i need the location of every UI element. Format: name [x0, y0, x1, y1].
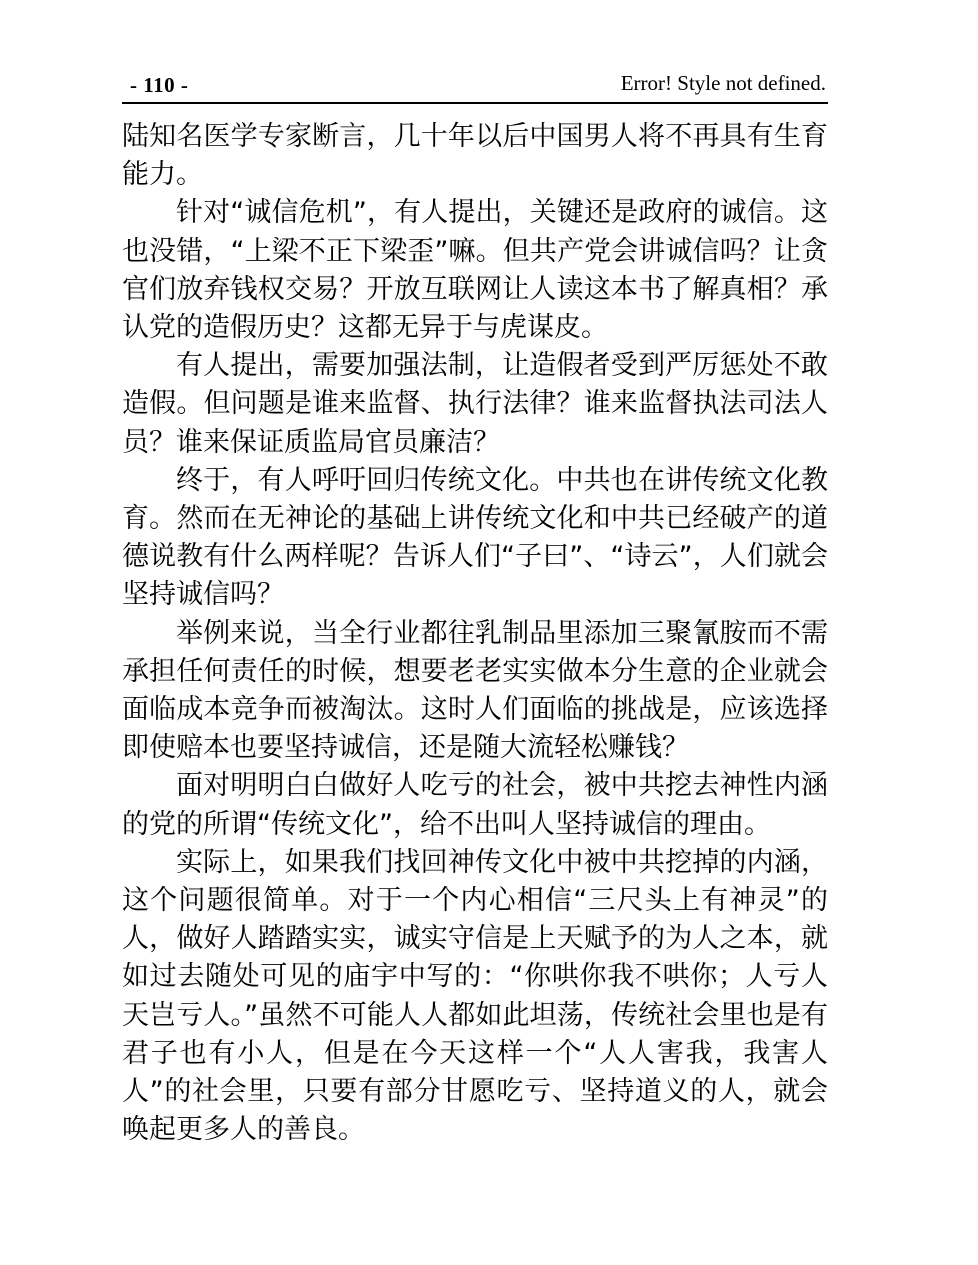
paragraph-so-called-tradition: 面对明明白白做好人吃亏的社会，被中共挖去神性内涵的党的所谓“传统文化”，给不出叫人坚持诚信的理由。	[122, 770, 828, 840]
paragraph-traditional-culture: 终于，有人呼吁回归传统文化。中共也在讲传统文化教育。然而在无神论的基础上讲传统文化和中共已经破产的道德说教有什么两样呢？告诉人们“子曰”、“诗云”，人们就会坚持诚信吗？	[122, 464, 828, 611]
running-title: Error! Style not defined.	[620, 71, 826, 95]
paragraph-conclusion: 实际上，如果我们找回神传文化中被中共挖掉的内涵，这个问题很简单。对于一个内心相信“三尺头上有神灵”的人，做好人踏踏实实，诚实守信是上天赋予的为人之本，就如过去随处可见的庙宇中写的：“你哄你我不哄你；人亏人天岂亏人。”虽然不可能人人都如此坦荡，传统社会里也是有君子也有小人，但是在今天这样一个“人人害我，我害人人”的社会里，只要有部分甘愿吃亏、坚持道义的人，就会唤起更多人的善良。	[122, 846, 828, 1146]
paragraph-example: 举例来说，当全行业都往乳制品里添加三聚氰胺而不需承担任何责任的时候，想要老老实实做本分生意的企业就会面临成本竞争而被淘汰。这时人们面临的挑战是，应该选择即使赔本也要坚持诚信，还是随大流轻松赚钱？	[122, 617, 828, 764]
paragraph-legal-system: 有人提出，需要加强法制，让造假者受到严厉惩处不敢造假。但问题是谁来监督、执行法律？谁来监督执法司法人员？谁来保证质监局官员廉洁？	[122, 350, 828, 458]
document-page	[122, 66, 828, 1149]
page-header	[122, 66, 828, 104]
paragraph-trust-crisis: 针对“诚信危机”，有人提出，关键还是政府的诚信。这也没错，“上梁不正下梁歪”嘛。但共产党会讲诚信吗？让贪官们放弃钱权交易？开放互联网让人读这本书了解真相？承认党的造假历史？这都无异于与虎谋皮。	[122, 197, 828, 344]
paragraph-continuation: 陆知名医学专家断言，几十年以后中国男人将不再具有生育能力。	[122, 121, 828, 191]
body-text	[122, 118, 828, 1149]
page-number: - 110 -	[130, 73, 189, 97]
